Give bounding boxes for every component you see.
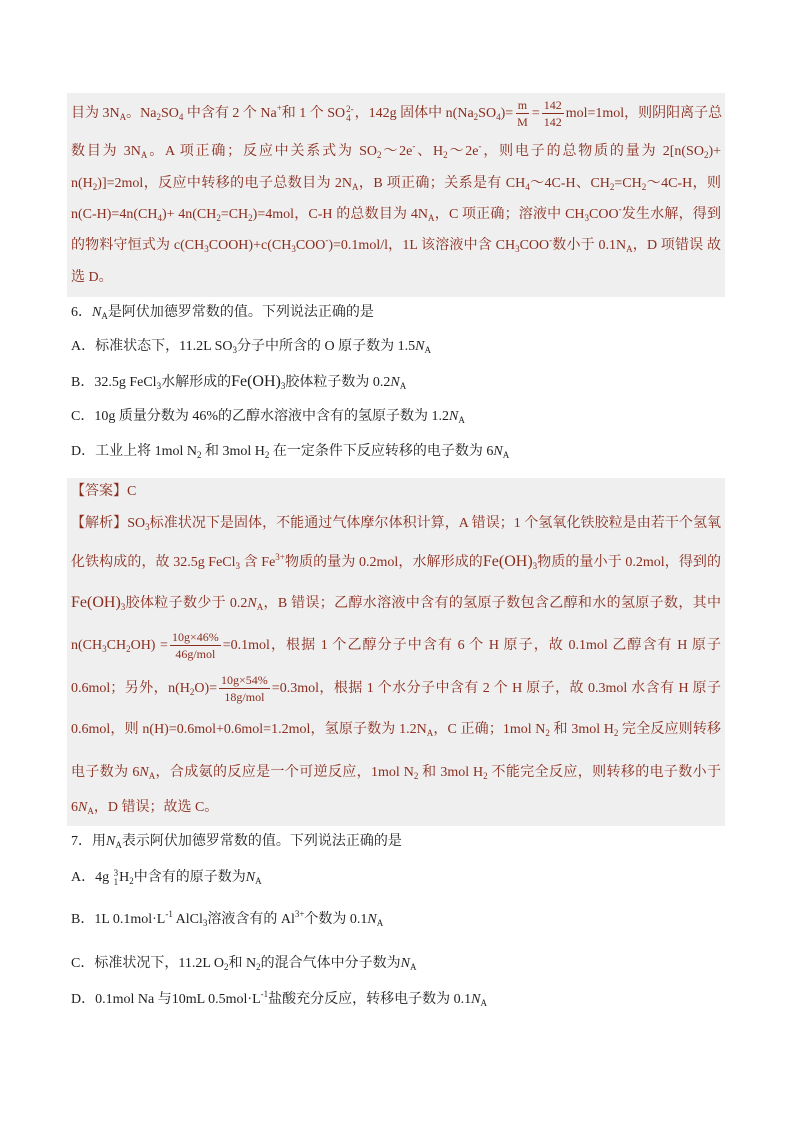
fraction [542,98,564,129]
text-run: 含 Fe [240,555,276,570]
subscript: A [426,728,434,738]
analysis-line [71,581,721,624]
text-run: ，142g 固体中 n(Na [354,106,474,121]
superscript: - [412,141,416,151]
question-7 [71,826,721,1014]
text-run: 0.6mol；另外，n(H [71,681,190,696]
subscript: A [148,771,156,781]
text-run: AlCl [172,912,203,927]
analysis-line [71,199,721,230]
text-run: 在一定条件下反应转移的电子数为 6 [269,444,494,459]
subscript: 2 [92,182,98,192]
text-run: C．10g 质量分数为 46%的乙醇水溶液中含有的氢原子数为 1.2 [71,409,449,424]
text-run: 的混合气体中分子数为 [260,956,401,971]
text-run: 的物料守恒式为 c(CH [71,238,205,253]
text-run: 0.6mol，则 n(H)=0.6mol+0.6mol=1.2mol，氢原子数为 1.2N [71,722,427,737]
text-run: 中含有 2 个 Na [183,106,277,121]
text-run: 和 1 个 SO [281,106,346,121]
text-run: n(CH [71,638,103,653]
formula-text: Fe(OH) [71,594,121,611]
italic-symbol: N [78,800,88,815]
italic-symbol: N [415,339,425,354]
subscript: A [428,213,435,223]
text-run: mol=1mol，则阴阳离子总 [565,106,723,121]
text-run: 是阿伏加德罗常数的值。下列说法正确的是 [107,305,374,320]
subscript: 3 [102,644,107,654]
superscript: - [618,204,622,214]
subscript: A [424,345,431,355]
text-run: 个数为 0.1 [304,912,368,927]
italic-symbol: N [247,596,257,611]
text-run: 和 N [228,956,257,971]
text-run: 完全反应则转移 [618,722,721,737]
text-run: 【答案】C [71,484,137,499]
text-run: A．标准状态下，11.2L SO [71,339,233,354]
text-run: COOH)+c(CH [208,238,292,253]
text-run: OH) = [130,638,168,653]
text-run: 不能完全反应，则转移的电子数小于 [487,765,722,780]
text-run: = [531,106,540,121]
text-run: )= [500,106,514,121]
analysis-line [71,751,721,794]
subscript: 3 [280,381,286,391]
index-top: 2- [346,103,354,114]
text-run: 物质的量为 0.2mol，水解形成的 [284,555,483,570]
subscript: 2 [703,150,709,160]
analysis-line [71,230,721,261]
text-run: B．32.5g FeCl [71,375,157,390]
subscript: 2 [545,728,550,738]
text-run: 7．用 [71,834,106,849]
subscript: 2 [256,962,261,972]
subscript: 3 [584,213,590,223]
text-run: B．1L 0.1mol·L [71,912,166,927]
text-run: ～4C-H、CH [529,176,610,191]
subscript: 4 [496,112,501,122]
text-run: =0.1mol，根据 1 个乙醇分子中含有 6 个 H 原子，故 0.1mol 乙醇含有 H 原子 [222,638,721,653]
question-6-solution [67,478,725,826]
text-run: 中含有的原子数为 [133,870,246,885]
text-run: D．工业上将 1mol N [71,444,197,459]
subscript: 2 [473,112,479,122]
analysis-line [71,506,721,542]
question-stem [71,297,721,329]
text-run: 和 3mol H [201,444,265,459]
text-run: 电子数为 6 [71,765,140,780]
subscript: 2 [156,112,161,122]
fraction-numerator: m [517,98,528,113]
subscript: A [376,918,384,928]
analysis-line [71,624,721,668]
subscript: 3 [120,602,126,612]
text-run: =CH [220,207,249,222]
text-run: ，B 项正确；关系是有 CH [358,176,526,191]
subscript: A [409,962,417,972]
fraction-denominator: M [517,115,528,130]
fraction-denominator: 46g/mol [175,647,216,662]
text-run: ，D 错误；故选 C。 [93,800,219,815]
text-run: C．标准状况下，11.2L O [71,956,224,971]
subscript: A [256,602,264,612]
text-run: =CH [614,176,642,191]
subscript: 2 [126,644,131,654]
subscript: A [352,182,359,192]
text-run: 数目为 3N [71,144,141,159]
subscript: 2 [609,182,615,192]
italic-symbol: N [493,444,503,459]
superscript: 3+ [275,552,285,562]
option-a [71,858,721,898]
index-top: 3 [113,867,119,878]
italic-symbol: N [139,765,149,780]
italic-symbol: N [92,305,102,320]
subscript: 3 [204,244,209,254]
text-run: 6． [71,305,92,320]
text-run: O)= [194,681,218,696]
text-run: 物质的量小于 0.2mol，得到的 [537,555,722,570]
subscript: 2 [377,150,382,160]
text-run: 、H [415,144,444,159]
text-run: )=4mol，C-H 的总数目为 4N [252,207,429,222]
text-run: )+ [708,144,721,159]
text-run: ，合成氨的反应是一个可逆反应，1mol N [155,765,414,780]
option-b [71,364,721,399]
stacked-indices [346,105,354,123]
superscript: - [549,235,553,245]
subscript: A [119,112,127,122]
subscript: 2 [223,962,229,972]
fraction-denominator: 142 [543,115,562,130]
italic-symbol: N [367,912,377,927]
subscript: A [115,840,122,850]
subscript: 3 [156,381,162,391]
text-run: 6 [71,800,78,815]
text-run: 发生水解，得到 [621,207,722,222]
text-run: CH [106,638,127,653]
formula-text: Fe(OH) [482,553,533,570]
subscript: 3 [235,561,241,571]
text-run: 分子中所含的 O 原子数为 1.5 [237,339,416,354]
text-run: A．4g [71,870,113,885]
subscript: 4 [525,182,530,192]
italic-symbol: N [106,834,116,849]
option-a [71,329,721,364]
question-stem [71,826,721,858]
text-run: 。Na [126,106,157,121]
subscript: 2 [413,771,419,781]
text-run: 胶体粒子数为 0.2 [285,375,391,390]
text-run: ，D 项错误 故 [632,238,721,253]
text-run: ，C 项正确；溶液中 CH [434,207,585,222]
analysis-line [71,261,721,294]
text-run: ，B 错误；乙醇水溶液中含有的氢原子数包含乙醇和水的氢原子数，其中 [263,596,722,611]
analysis-line [71,168,721,199]
subscript: 3 [515,244,520,254]
subscript: 3 [291,244,296,254]
previous-question-analysis [67,93,725,297]
text-run: 。A 项正确；反应中关系式为 SO [147,144,377,159]
text-run: 和 3mol H [549,722,614,737]
subscript: A [458,415,465,425]
superscript: - [478,141,482,151]
text-run: ～2e [381,144,413,159]
subscript: 2 [641,182,647,192]
text-run: SO [478,106,497,121]
fraction-numerator: 10g×46% [171,630,219,645]
option-b [71,898,721,942]
italic-symbol: N [245,870,256,885]
italic-symbol: N [390,375,400,390]
text-run: 水解形成的 [161,375,232,390]
subscript: 2 [483,771,488,781]
text-run: COO [295,238,326,253]
formula-text: Fe(OH) [231,373,281,390]
text-run: ，C 正确；1mol N [433,722,546,737]
subscript: A [480,998,487,1008]
italic-symbol: N [449,409,459,424]
text-run: SO [160,106,179,121]
text-run: 盐酸充分反应，转移电子数为 0.1 [268,992,472,1007]
subscript: A [399,381,407,391]
text-run: 化铁构成的，故 32.5g FeCl [71,555,236,570]
fraction-denominator: 18g/mol [224,690,265,705]
index-bottom: 4 [346,112,351,123]
text-run: 【解析】SO [71,516,146,531]
subscript: 2 [613,728,619,738]
text-run: COO [589,207,619,222]
option-d [71,986,721,1014]
text-run: 数小于 0.1N [552,238,627,253]
text-run: COO [519,238,550,253]
option-d [71,434,721,470]
text-run: H [119,870,130,885]
analysis-line [71,709,721,751]
italic-symbol: N [471,992,481,1007]
subscript: 3 [145,522,150,532]
superscript: -1 [165,909,173,919]
analysis-line [71,93,721,135]
text-run: ～2e [447,144,479,159]
subscript: A [87,806,94,816]
analysis-line [71,542,721,581]
text-run: =0.3mol，根据 1 个水分子中含有 2 个 H 原子，故 0.3mol 水含有 H 原子 [271,681,721,696]
text-run: 目为 3N [71,106,120,121]
analysis-line [71,668,721,709]
subscript: 4 [178,112,184,122]
text-run: 标准状况下是固体，不能通过气体摩尔体积计算，A 错误；1 个氢氧化铁胶粒是由若干个氢氧 [149,516,721,531]
superscript: 3+ [294,909,305,919]
text-run: 选 D。 [71,270,113,285]
text-run: 表示阿伏加德罗常数的值。下列说法正确的是 [121,834,402,849]
analysis-line [71,135,721,168]
fraction [219,673,270,704]
italic-symbol: N [400,956,410,971]
subscript: A [502,450,510,460]
subscript: A [101,311,108,321]
question-6 [71,297,721,470]
fraction-numerator: 142 [543,98,562,113]
text-run: D．0.1mol Na 与10mL 0.5mol·L [71,992,261,1007]
subscript: 3 [202,918,208,928]
subscript: 2 [216,213,221,223]
subscript: A [140,150,148,160]
superscript: - [325,235,329,245]
subscript: 2 [197,450,202,460]
superscript: -1 [260,989,269,999]
text-run: )+ 4n(CH [161,207,217,222]
option-c [71,399,721,434]
subscript: 2 [129,876,134,886]
subscript: 3 [232,345,238,355]
analysis-line [71,794,721,822]
answer-line [71,478,721,506]
text-run: n(H [71,176,93,191]
text-run: 和 3mol H [418,765,484,780]
subscript: 2 [443,150,448,160]
stacked-indices [114,869,119,887]
fraction [515,98,530,129]
text-run: ，则电子的总物质的量为 2[n(SO [481,144,704,159]
fraction [170,630,221,661]
text-run: )=0.1mol/l，1L 该溶液中含 CH [328,238,516,253]
subscript: A [255,876,262,886]
index-bottom: 1 [113,876,119,887]
subscript: 2 [264,450,270,460]
subscript: 2 [248,213,253,223]
text-run: 胶体粒子数少于 0.2 [125,596,248,611]
subscript: 3 [532,561,538,571]
text-run: )]=2mol，反应中转移的电子总数目为 2N [97,176,353,191]
text-run: ～4C-H，则 [646,176,721,191]
fraction-numerator: 10g×54% [221,673,268,688]
text-run: 溶液含有的 Al [207,912,295,927]
subscript: A [626,244,633,254]
subscript: 4 [157,213,162,223]
text-run: n(C-H)=4n(CH [71,207,158,222]
subscript: 2 [189,687,195,697]
superscript: + [276,103,282,113]
option-c [71,942,721,986]
